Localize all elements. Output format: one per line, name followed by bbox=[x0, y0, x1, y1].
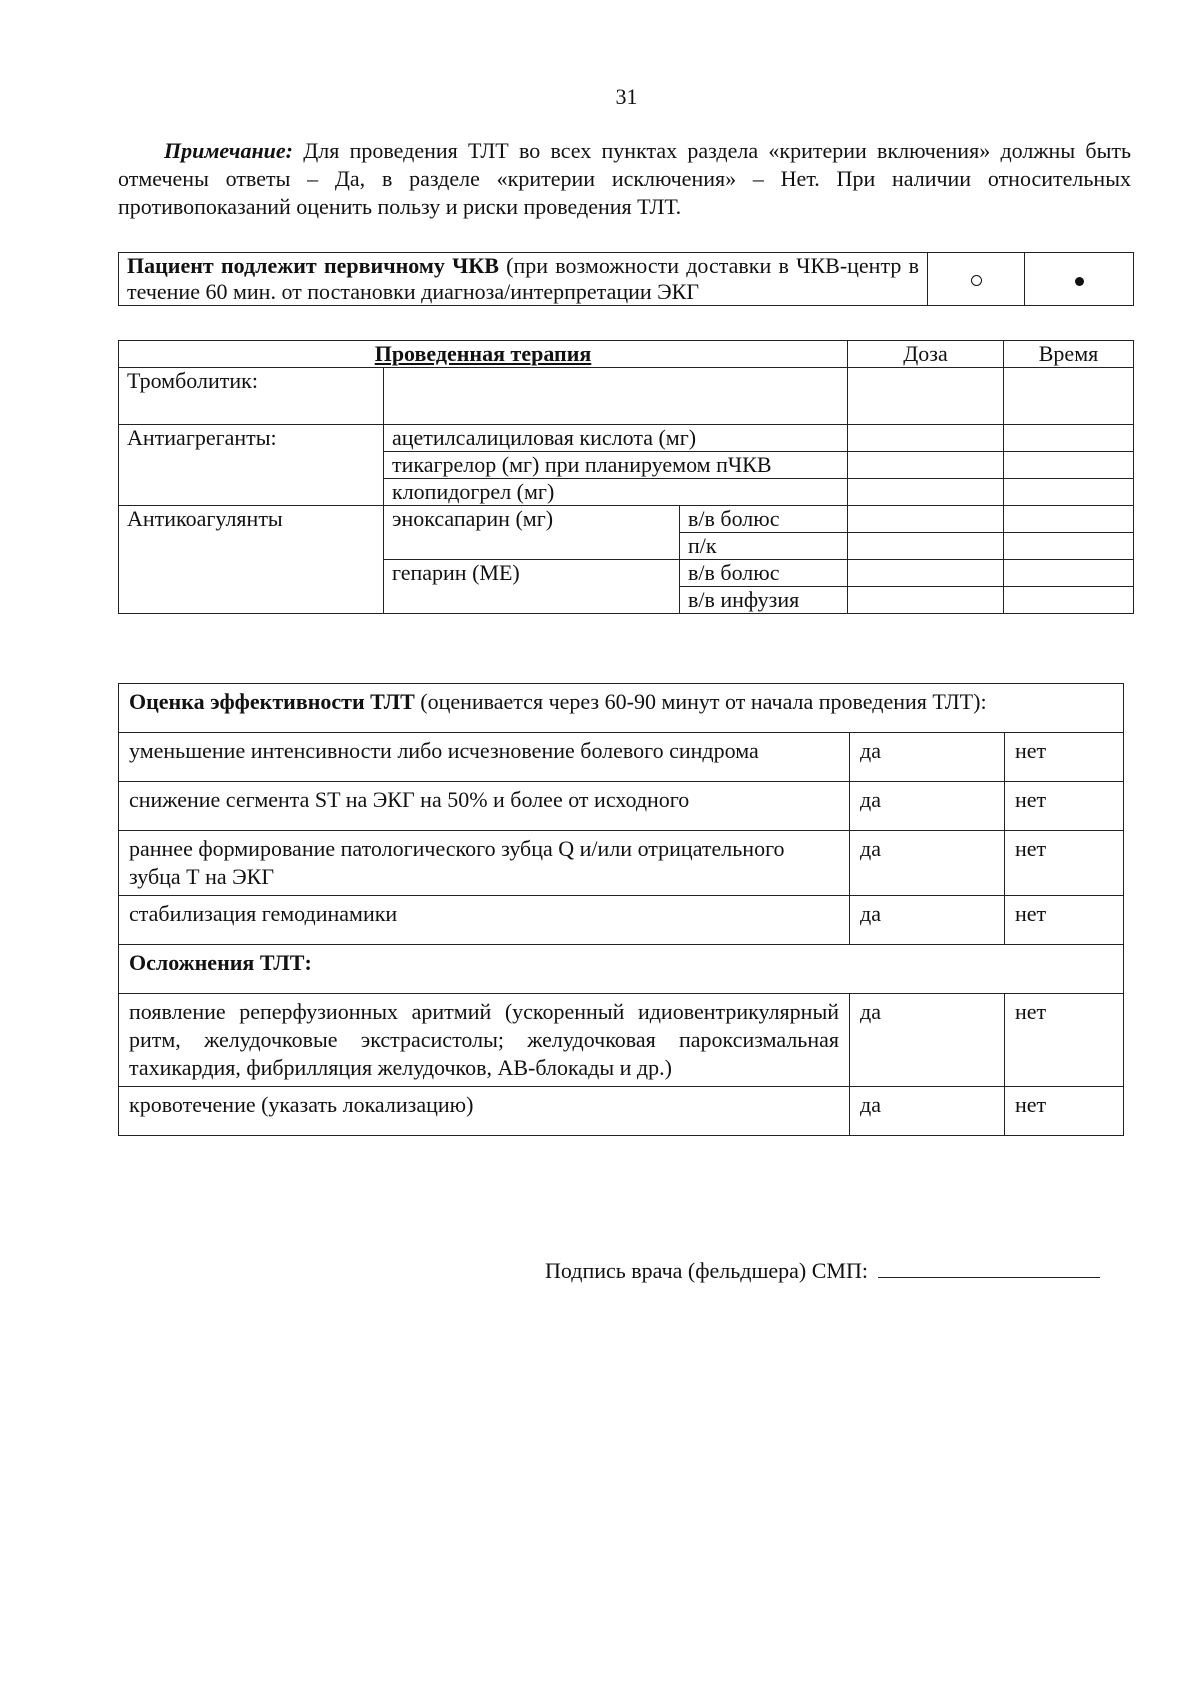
ticagrelor-label: тикагрелор (мг) при планируемом пЧКВ bbox=[384, 452, 848, 479]
heparin-infusion-time[interactable] bbox=[1004, 587, 1134, 614]
pci-table bbox=[118, 252, 1134, 306]
efficacy-row-3-yes[interactable]: да bbox=[850, 831, 1005, 896]
enoxaparin-iv-bolus: в/в болюс bbox=[680, 506, 848, 533]
thrombolytic-label: Тромболитик: bbox=[119, 368, 384, 425]
thrombolytic-value[interactable] bbox=[384, 368, 848, 425]
efficacy-row-2: снижение сегмента ST на ЭКГ на 50% и более от исходного bbox=[119, 782, 850, 831]
efficacy-row-4: стабилизация гемодинамики bbox=[119, 896, 850, 945]
note-text: Для проведения ТЛТ во всех пунктах раздела «критерии включения» должны быть отмечены ответы – Да, в разделе «критерии исключения» – Нет. При наличии относительных противопоказаний оценить пользу и риски проведения ТЛТ. bbox=[118, 138, 1131, 219]
heparin-iv-bolus: в/в болюс bbox=[680, 560, 848, 587]
clopidogrel-dose[interactable] bbox=[848, 479, 1004, 506]
note-label: Примечание: bbox=[164, 138, 293, 163]
ticagrelor-dose[interactable] bbox=[848, 452, 1004, 479]
empty-circle-icon bbox=[971, 275, 982, 286]
efficacy-row-2-yes[interactable]: да bbox=[850, 782, 1005, 831]
heparin-iv-infusion: в/в инфузия bbox=[680, 587, 848, 614]
pci-text: (при возможности доставки в ЧКВ-центр в течение 60 мин. от постановки диагноза/интерпретации ЭКГ bbox=[127, 253, 919, 304]
complication-row-2-no[interactable]: нет bbox=[1005, 1087, 1124, 1136]
note-paragraph bbox=[118, 137, 1131, 221]
dose-header: Доза bbox=[848, 341, 1004, 368]
complications-title: Осложнения ТЛТ: bbox=[119, 945, 1124, 994]
efficacy-row-1-no[interactable]: нет bbox=[1005, 733, 1124, 782]
signature-field[interactable] bbox=[878, 1259, 1100, 1278]
pci-bold: Пациент подлежит первичному ЧКВ bbox=[127, 253, 499, 278]
aspirin-dose[interactable] bbox=[848, 425, 1004, 452]
enoxaparin-sc-dose[interactable] bbox=[848, 533, 1004, 560]
antiplatelets-label: Антиагреганты: bbox=[119, 425, 384, 506]
clopidogrel-time[interactable] bbox=[1004, 479, 1134, 506]
heparin-infusion-dose[interactable] bbox=[848, 587, 1004, 614]
enoxaparin-sc: п/к bbox=[680, 533, 848, 560]
complication-row-2: кровотечение (указать локализацию) bbox=[119, 1087, 850, 1136]
enoxaparin-sc-time[interactable] bbox=[1004, 533, 1134, 560]
heparin-bolus-dose[interactable] bbox=[848, 560, 1004, 587]
efficacy-title: Оценка эффективности ТЛТ (оценивается через 60-90 минут от начала проведения ТЛТ): bbox=[119, 684, 1124, 733]
enoxaparin-iv-time[interactable] bbox=[1004, 506, 1134, 533]
pci-option-yes[interactable] bbox=[1025, 253, 1134, 306]
efficacy-table bbox=[118, 683, 1124, 1136]
efficacy-row-4-no[interactable]: нет bbox=[1005, 896, 1124, 945]
heparin-bolus-time[interactable] bbox=[1004, 560, 1134, 587]
time-header: Время bbox=[1004, 341, 1134, 368]
efficacy-row-4-yes[interactable]: да bbox=[850, 896, 1005, 945]
enoxaparin-iv-dose[interactable] bbox=[848, 506, 1004, 533]
aspirin-time[interactable] bbox=[1004, 425, 1134, 452]
anticoagulants-label: Антикоагулянты bbox=[119, 506, 384, 614]
enoxaparin-label: эноксапарин (мг) bbox=[384, 506, 680, 560]
complication-row-1-no[interactable]: нет bbox=[1005, 994, 1124, 1087]
heparin-label: гепарин (МЕ) bbox=[384, 560, 680, 614]
pci-option-no[interactable] bbox=[928, 253, 1025, 306]
efficacy-row-3: раннее формирование патологического зубца Q и/или отрицательного зубца Т на ЭКГ bbox=[119, 831, 850, 896]
complication-row-2-yes[interactable]: да bbox=[850, 1087, 1005, 1136]
aspirin-label: ацетилсалициловая кислота (мг) bbox=[384, 425, 848, 452]
pci-text-cell bbox=[119, 253, 928, 306]
efficacy-row-3-no[interactable]: нет bbox=[1005, 831, 1124, 896]
thrombolytic-time[interactable] bbox=[1004, 368, 1134, 425]
efficacy-row-2-no[interactable]: нет bbox=[1005, 782, 1124, 831]
signature-label: Подпись врача (фельдшера) СМП: bbox=[545, 1258, 868, 1283]
therapy-table bbox=[118, 340, 1134, 614]
thrombolytic-dose[interactable] bbox=[848, 368, 1004, 425]
filled-circle-icon bbox=[1075, 277, 1084, 286]
clopidogrel-label: клопидогрел (мг) bbox=[384, 479, 848, 506]
efficacy-row-1: уменьшение интенсивности либо исчезновение болевого синдрома bbox=[119, 733, 850, 782]
signature-line bbox=[545, 1258, 1100, 1284]
therapy-header: Проведенная терапия bbox=[119, 341, 848, 368]
page-number: 31 bbox=[615, 84, 638, 109]
complication-row-1: появление реперфузионных аритмий (ускоренный идиовентрикулярный ритм, желудочковые экстрасистолы; желудочковая пароксизмальная тахикардия, фибрилляция желудочков, АВ-блокады и др.) bbox=[119, 994, 850, 1087]
ticagrelor-time[interactable] bbox=[1004, 452, 1134, 479]
complication-row-1-yes[interactable]: да bbox=[850, 994, 1005, 1087]
efficacy-row-1-yes[interactable]: да bbox=[850, 733, 1005, 782]
